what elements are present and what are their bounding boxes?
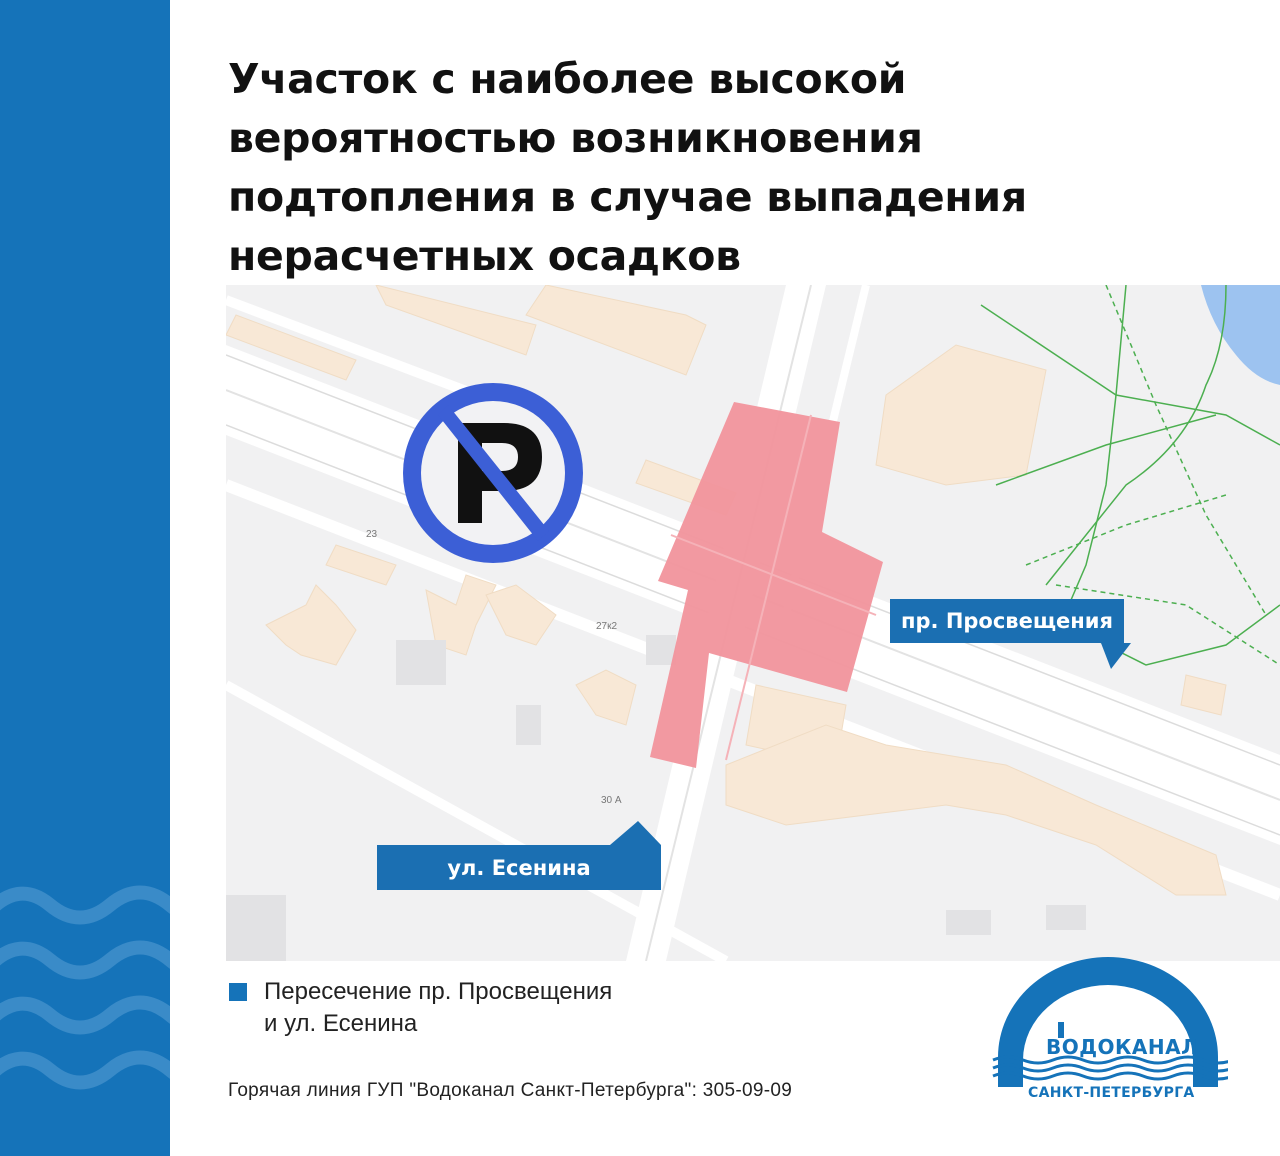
hotline-text: Горячая линия ГУП "Водоканал Санкт-Петербурга": 305-09-09 [228,1080,793,1101]
street-map [226,285,1280,961]
title-line: Участок с наиболее высокой [228,55,907,103]
legend-line: Пересечение пр. Просвещения [264,978,613,1005]
logo-city: САНКТ-ПЕТЕРБУРГА [1028,1085,1195,1101]
page-title [228,50,1228,286]
title-line: нерасчетных осадков [228,232,741,280]
title-line: подтопления в случае выпадения [228,173,1027,221]
sidebar-decoration [0,0,170,1156]
house-number: 30 А [601,795,622,806]
title-line: вероятностью возникновения [228,114,923,162]
house-number: 27к2 [596,621,618,632]
street-label-prosveshcheniya: пр. Просвещения [890,599,1124,643]
legend-text [264,976,864,1040]
logo-name: ВОДОКАНАЛ [1046,1035,1199,1059]
legend-line: и ул. Есенина [264,1010,418,1037]
house-number: 23 [366,529,378,540]
wave-pattern [0,0,170,1156]
no-parking-icon [403,383,583,563]
street-label-esenina: ул. Есенина [377,845,661,890]
legend-swatch [229,983,247,1001]
